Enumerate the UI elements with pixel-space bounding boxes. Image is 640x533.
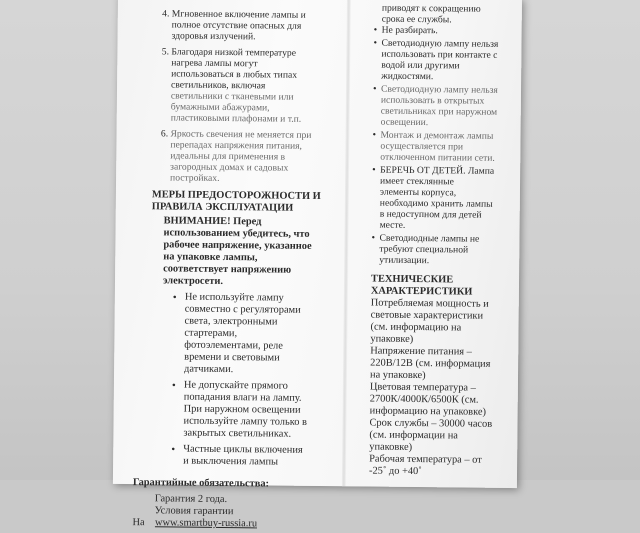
tech-line: Цветовая температура – [369, 381, 476, 394]
safety-title-line-1: МЕРЫ ПРЕДОСТОРОЖНОСТИ И [151, 189, 321, 203]
tech-line: Потребляемая мощность и [370, 297, 489, 310]
safety-bullet-line: При наружном освещении [183, 403, 301, 416]
right-bullet-line: • Светодиодные лампы не [379, 232, 480, 245]
tech-line: -25˚ до +40˚ [368, 465, 422, 478]
tech-line: световые характеристики [370, 309, 484, 322]
tech-line: упаковке) [369, 441, 413, 453]
feature-item [171, 46, 342, 125]
tech-line: Срок службы – 30000 часов [369, 417, 493, 430]
safety-bullet-line: фотоэлементами, реле [184, 339, 283, 352]
tech-title-line-2: ХАРАКТЕРИСТИКИ [370, 285, 473, 298]
tech-line: на упаковке) [369, 369, 426, 382]
right-bullet-line: • Светодиодную лампу нельзя [381, 37, 499, 50]
feature-line: пластиковыми плафонами и т.п. [170, 112, 302, 125]
right-bullet-line: освещении. [380, 116, 429, 129]
safety-bullet [183, 444, 337, 470]
right-bullet-line: утилизации. [379, 254, 430, 267]
right-bullet-line: • Монтаж и демонтаж лампы [380, 129, 494, 142]
features-list [152, 8, 342, 185]
left-column [132, 8, 341, 531]
right-bullet-line: водой или другими [381, 59, 460, 72]
safety-title-line-2: ПРАВИЛА ЭКСПЛУАТАЦИИ [151, 201, 294, 214]
feature-line: 4. Мгновенное включение лампы и [171, 8, 306, 21]
tech-specs [369, 298, 513, 479]
feature-line: 6. Яркость свечения не меняется при [170, 128, 312, 141]
right-bullet-line: • Не разбирать. [381, 24, 438, 37]
right-bullet [379, 233, 513, 267]
safety-bullet-line: попадания влаги на лампу. [183, 391, 302, 404]
instruction-sheet [113, 0, 522, 530]
right-bullet-line: необходимо хранить лампы [379, 197, 493, 210]
right-bullet-line: отключенном питании сети. [380, 151, 495, 164]
feature-line: светильников, включая [171, 79, 266, 92]
feature-line: нагрева лампы могут [171, 57, 258, 70]
safety-bullet-line: датчиками. [184, 363, 234, 376]
right-bullets [371, 25, 516, 267]
safety-bullet [183, 380, 338, 442]
feature-line: использоваться в любых типах [171, 68, 298, 81]
right-bullet-line: элементы корпуса, [379, 186, 457, 199]
warning-line: на упаковке лампы, [163, 251, 258, 264]
safety-bullet-line: закрытых светильниках. [183, 427, 292, 440]
safety-bullet-line: • Частные циклы включения [183, 443, 303, 456]
tech-line: (см. информации на [369, 429, 458, 442]
safety-bullet-line: времени и световыми [184, 351, 280, 364]
safety-bullets [149, 291, 339, 469]
tech-line: упаковке) [370, 333, 414, 345]
right-bullet-line: в недоступном для детей [379, 208, 482, 221]
warning-line: соответствует напряжению [163, 263, 292, 276]
feature-item [170, 128, 341, 185]
right-bullet-line: осуществляется при [380, 140, 464, 153]
warranty-title: Гарантийные обязательства: [132, 477, 270, 490]
warning-line: использованием убедитесь, что [163, 227, 310, 240]
warranty-prefix: На [132, 517, 145, 529]
safety-bullet-line: совместно с регуляторами [184, 303, 301, 316]
right-bullet [380, 130, 514, 164]
safety-bullet-line: • Не допускайте прямого [183, 379, 288, 392]
warning-block [151, 215, 340, 289]
warning-line: рабочее напряжение, указанное [163, 239, 312, 252]
feature-item [172, 8, 342, 43]
tech-line: (см. информацию на [370, 321, 462, 334]
right-bullet [382, 25, 516, 37]
right-bullet-line: использовать в открытых [380, 94, 485, 107]
safety-section [149, 189, 340, 469]
paper-fold-crease [342, 0, 351, 486]
tech-line: 220В/12В (см. информация [370, 357, 491, 370]
tech-line: Напряжение питания – [370, 345, 472, 358]
right-bullet-line: светильниках при наружном [380, 105, 498, 118]
right-bullet [380, 165, 515, 232]
warranty-link: www.smartbuy-russia.ru [154, 517, 258, 530]
safety-bullet-line: и выключения лампы [183, 455, 279, 468]
right-bullet-line: использовать при контакте с [381, 48, 498, 61]
right-top-line-1: приводят к сокращению [381, 2, 481, 15]
safety-bullet-line: • Не используйте лампу [184, 291, 284, 304]
feature-line: постройках. [170, 172, 220, 184]
warranty-line-2: Условия гарантии [154, 505, 234, 518]
warning-line: ВНИМАНИЕ! Перед [163, 215, 262, 228]
warranty-section [132, 477, 337, 531]
right-bullet-line: • Светодиодную лампу нельзя [380, 83, 498, 96]
right-bullet-line: месте. [379, 219, 406, 231]
right-bullet-line: жидкостями. [381, 70, 434, 83]
tech-title-line-1: ТЕХНИЧЕСКИЕ [370, 273, 454, 286]
warranty-url-line [132, 517, 336, 531]
warranty-line-1: Гарантия 2 года. [154, 493, 228, 506]
safety-bullet-line: стартерами, [184, 327, 238, 340]
feature-line: загородных домах и садовых [170, 161, 289, 174]
feature-line: перепадах напряжения питания, [170, 139, 303, 152]
right-bullet-line: требуют специальной [379, 243, 469, 256]
feature-line: полное отсутствие опасных для [171, 19, 302, 32]
right-bullet-line: имеет стеклянные [380, 175, 454, 188]
safety-bullet-line: света, электронными [184, 315, 278, 328]
right-bullet-line: • БЕРЕЧЬ ОТ ДЕТЕЙ. Лампа [380, 164, 495, 177]
warning-line: электросети. [162, 275, 224, 287]
feature-line: бумажными абажурами, [170, 101, 270, 114]
feature-line: идеальны для применения в [170, 150, 286, 163]
feature-line: 5. Благодаря низкой температуре [171, 46, 297, 59]
safety-bullet [184, 292, 339, 378]
tech-line: Рабочая температура – от [369, 453, 482, 466]
right-bullet [381, 38, 515, 83]
feature-line: здоровья излучений. [171, 30, 256, 43]
tech-line: информацию на упаковке) [369, 405, 487, 418]
right-column [369, 3, 516, 479]
right-top-line-2: срока ее службы. [381, 13, 452, 26]
safety-bullet-line: используйте лампу только в [183, 415, 308, 428]
right-bullet [381, 84, 515, 129]
tech-section [369, 274, 513, 479]
tech-line: 2700К/4000К/6500К (см. [369, 393, 479, 406]
feature-line: светильники с тканевыми или [170, 90, 294, 103]
